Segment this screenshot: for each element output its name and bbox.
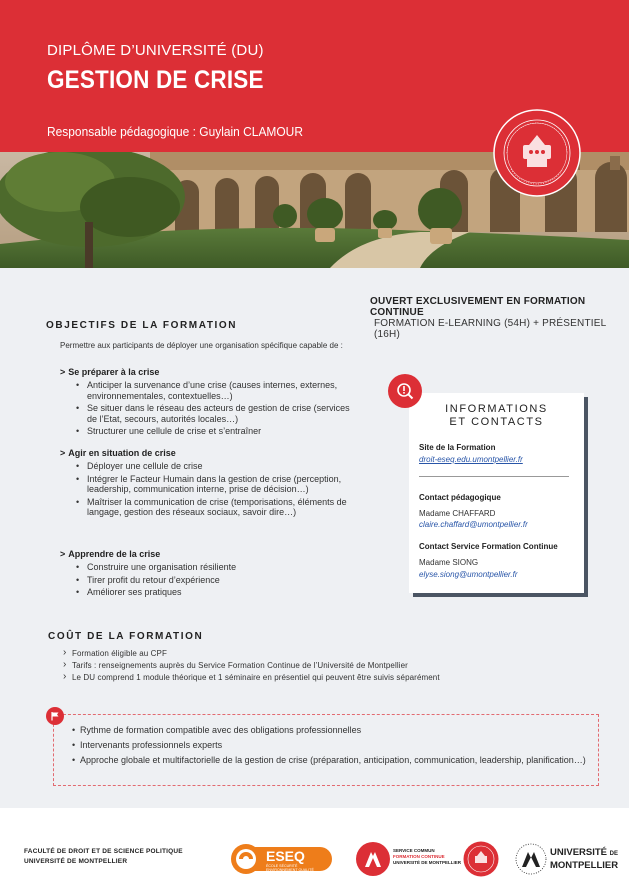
info-box-title: INFORMATIONS ET CONTACTS bbox=[445, 403, 548, 428]
objective-group-heading: Agir en situation de crise bbox=[68, 448, 176, 458]
faculty-seal-icon bbox=[493, 109, 581, 197]
formation-mode-heading: OUVERT EXCLUSIVEMENT EN FORMATION CONTINUE bbox=[370, 296, 586, 318]
objective-group-heading: Apprendre de la crise bbox=[68, 549, 161, 559]
objective-list bbox=[60, 380, 360, 437]
svg-text:ENVIRONNEMENT QUALITÉ: ENVIRONNEMENT QUALITÉ bbox=[266, 868, 314, 872]
info-divider bbox=[419, 476, 569, 477]
site-link[interactable]: droit-eseq.edu.umontpellier.fr bbox=[419, 455, 523, 464]
list-item: › Tarifs : renseignements auprès du Service Formation Continue de l’Université de Montpellier bbox=[63, 660, 603, 672]
list-item: • Intégrer le Facteur Humain dans la gestion de crise (perception, leadership, communication interne, prise de décision…) bbox=[76, 474, 360, 495]
chevron-right-icon: > bbox=[60, 367, 66, 377]
list-item: • Construire une organisation résiliente bbox=[76, 562, 360, 573]
objective-group-heading: Se préparer à la crise bbox=[68, 367, 160, 377]
contact-sfc-name: Madame SIONG bbox=[419, 558, 479, 567]
list-item: • Tirer profit du retour d’expérience bbox=[76, 575, 360, 586]
flag-icon bbox=[46, 707, 64, 725]
contact-sfc-label: Contact Service Formation Continue bbox=[419, 542, 558, 551]
objective-group bbox=[60, 448, 360, 520]
sfc-logo bbox=[356, 842, 390, 876]
objective-group bbox=[60, 549, 360, 600]
list-item: • Intervenants professionnels experts bbox=[72, 740, 588, 751]
chevron-right-icon: > bbox=[60, 448, 66, 458]
highlights-list bbox=[72, 725, 588, 770]
chevron-right-icon: > bbox=[60, 549, 66, 559]
objectives-intro: Permettre aux participants de déployer une organisation spécifique capable de : bbox=[60, 341, 343, 350]
contact-ped-email[interactable]: claire.chaffard@umontpellier.fr bbox=[419, 520, 528, 529]
list-item: • Se situer dans le réseau des acteurs de gestion de crise (services de l’Etat, secours, autorités locales…) bbox=[76, 403, 360, 424]
list-item: • Approche globale et multifactorielle de la gestion de crise (préparation, anticipation, communication, leadership, planification…) bbox=[72, 755, 588, 766]
site-label: Site de la Formation bbox=[419, 443, 496, 452]
contact-ped-name: Madame CHAFFARD bbox=[419, 509, 496, 518]
contact-sfc-email[interactable]: elyse.siong@umontpellier.fr bbox=[419, 570, 518, 579]
list-item: • Maîtriser la communication de crise (temporisations, éléments de langage, gestion des réseaux sociaux, savoir dire…) bbox=[76, 497, 360, 518]
svg-text:ÉCOLE SÉCURITÉ: ÉCOLE SÉCURITÉ bbox=[266, 864, 298, 868]
page-title: GESTION DE CRISE bbox=[47, 66, 264, 94]
contact-ped-label: Contact pédagogique bbox=[419, 493, 501, 502]
responsable-label: Responsable pédagogique : Guylain CLAMOUR bbox=[47, 124, 303, 139]
list-item: • Améliorer ses pratiques bbox=[76, 587, 360, 598]
faculty-name: FACULTÉ DE DROIT ET DE SCIENCE POLITIQUE UNIVERSITÉ DE MONTPELLIER bbox=[24, 848, 183, 865]
um-logo bbox=[515, 843, 547, 875]
objective-list bbox=[60, 461, 360, 518]
objective-group bbox=[60, 367, 360, 439]
list-item: • Rythme de formation compatible avec des obligations professionnelles bbox=[72, 725, 588, 736]
sfc-name: SERVICE COMMUN FORMATION CONTINUE UNIVERSITÉ DE MONTPELLIER bbox=[393, 848, 462, 865]
formation-duration: FORMATION E-LEARNING (54H) + PRÉSENTIEL (16H) bbox=[374, 318, 607, 340]
list-item: • Anticiper la survenance d’une crise (causes internes, externes, environnementales, contextuelles…) bbox=[76, 380, 360, 401]
eseq-logo bbox=[230, 843, 334, 875]
cost-heading: COÛT DE LA FORMATION bbox=[48, 631, 204, 642]
um-name: UNIVERSITÉ DE MONTPELLIER bbox=[550, 847, 619, 871]
svg-text:ESEQ: ESEQ bbox=[266, 848, 305, 864]
diploma-subtitle: DIPLÔME D’UNIVERSITÉ (DU) bbox=[47, 42, 264, 59]
list-item: • Structurer une cellule de crise et s’entraîner bbox=[76, 426, 360, 437]
objectives-heading: OBJECTIFS DE LA FORMATION bbox=[46, 320, 238, 331]
list-item: › Formation éligible au CPF bbox=[63, 648, 603, 660]
list-item: › Le DU comprend 1 module théorique et 1 séminaire en présentiel qui peuvent être suivis séparément bbox=[63, 672, 603, 684]
faculty-seal-small-icon bbox=[463, 841, 499, 877]
list-item: • Déployer une cellule de crise bbox=[76, 461, 360, 472]
objective-list bbox=[60, 562, 360, 598]
cost-list bbox=[63, 648, 603, 684]
